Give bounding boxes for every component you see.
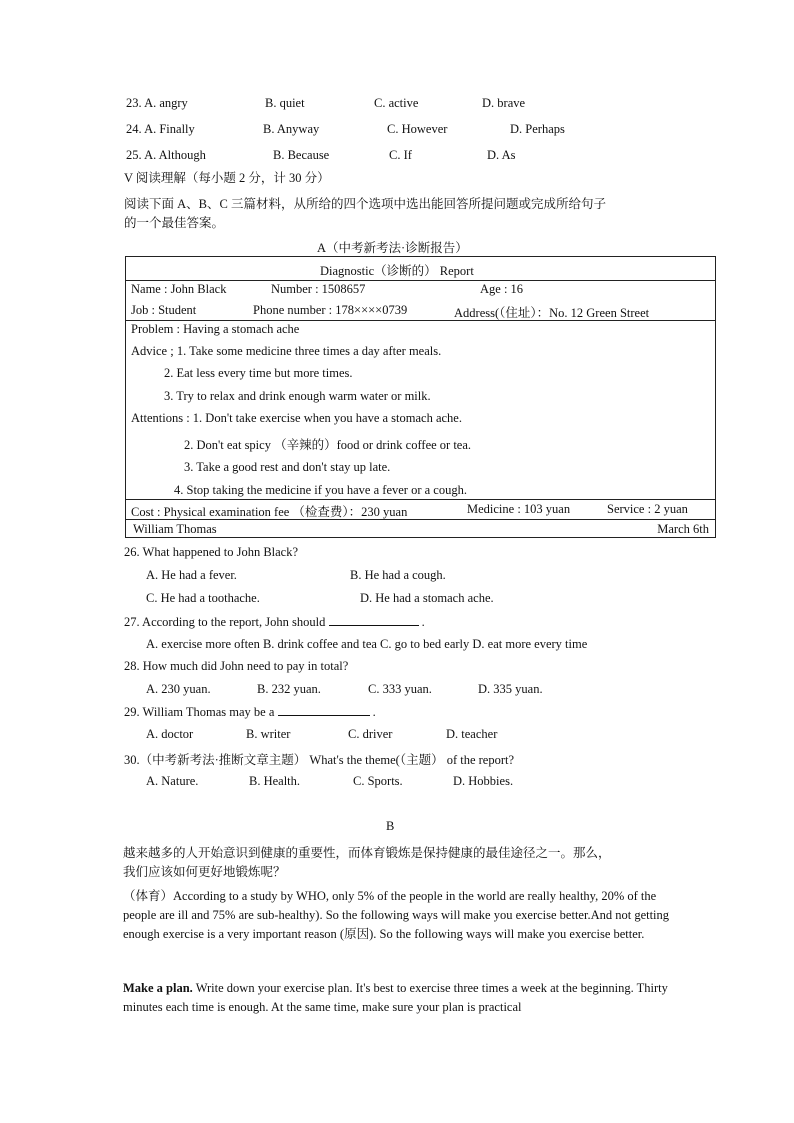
passage-b-paragraph: [123, 979, 675, 1017]
answer-option: A. Nature.: [146, 774, 199, 788]
table-divider: [126, 499, 715, 500]
cloze-question-23: [126, 96, 188, 111]
cloze-option: B. Because: [273, 148, 330, 162]
question-stem-text: 27. According to the report, John should: [124, 615, 326, 629]
cloze-option: 24.: [126, 122, 142, 136]
question-stem: [124, 704, 376, 720]
cloze-option: A. Although: [144, 148, 206, 162]
answer-blank: [278, 704, 370, 716]
report-attention: 4. Stop taking the medicine if you have a fever or a cough.: [174, 483, 467, 497]
cloze-question-25: [126, 148, 206, 163]
question-stem-end: .: [421, 615, 425, 629]
cloze-question-24: [126, 122, 195, 137]
cloze-option: D. brave: [482, 96, 526, 110]
report-service: Service : 2 yuan: [607, 502, 688, 516]
report-advice: 2. Eat less every time but more times.: [164, 366, 353, 380]
report-cost: Cost : Physical examination fee （检查费）：230 yuan: [131, 505, 408, 519]
question-stem: [124, 614, 425, 630]
cloze-option: D. Perhaps: [510, 122, 565, 136]
report-name: Name : John Black: [131, 282, 227, 296]
answer-option: C. 333 yuan.: [368, 682, 432, 696]
answer-option: B. 232 yuan.: [257, 682, 321, 696]
question-stem-end: .: [372, 705, 376, 719]
passage-b-paragraph: （体育）According to a study by WHO, only 5% of the people in the world are really healthy, 20% of the people are ill and 75% are sub-healthy). So the following ways will make you exercise better.And not getting enough exercise is a very important reason (原因). So the following ways will make you exercise better.: [123, 889, 670, 941]
report-attention: 3. Take a good rest and don't stay up late.: [184, 460, 391, 474]
report-phone: Phone number : 178××××0739: [253, 303, 408, 317]
report-age: Age : 16: [480, 282, 524, 296]
table-divider: [126, 280, 715, 281]
answer-option: B. He had a cough.: [350, 568, 446, 582]
passage-b-heading: B: [386, 819, 395, 833]
report-number: Number : 1508657: [271, 282, 366, 296]
answer-option: C. He had a toothache.: [146, 591, 260, 605]
question-stem: 26. What happened to John Black?: [124, 545, 299, 559]
cloze-option: 23.: [126, 96, 142, 110]
report-advice: 3. Try to relax and drink enough warm water or milk.: [164, 389, 431, 403]
report-attention: 2. Don't eat spicy （辛辣的）food or drink coffee or tea.: [184, 438, 472, 452]
answer-option: D. Hobbies.: [453, 774, 514, 788]
report-medicine: Medicine : 103 yuan: [467, 502, 571, 516]
answer-option: D. He had a stomach ache.: [360, 591, 494, 605]
cloze-option: B. Anyway: [263, 122, 320, 136]
cloze-option: A. Finally: [144, 122, 195, 136]
question-stem: 30.（中考新考法·推断文章主题） What's the theme(（主题） of the report?: [124, 753, 515, 767]
section-instruction: 的一个最佳答案。: [124, 216, 225, 230]
question-stem-text: 29. William Thomas may be a: [124, 705, 275, 719]
passage-a-heading: A（中考新考法·诊断报告）: [317, 241, 468, 255]
passage-b-intro: 我们应该如何更好地锻炼呢？: [123, 865, 286, 879]
answer-option: D. teacher: [446, 727, 498, 741]
diagnostic-report-table: [125, 256, 716, 538]
report-title: Diagnostic（诊断的） Report: [320, 264, 474, 278]
report-attention: Attentions : 1. Don't take exercise when you have a stomach ache.: [131, 411, 462, 425]
answer-option: B. Health.: [249, 774, 301, 788]
answer-option: B. writer: [246, 727, 291, 741]
report-job: Job : Student: [131, 303, 197, 317]
answer-options-line: A. exercise more often B. drink coffee and tea C. go to bed early D. eat more every time: [146, 637, 588, 651]
report-address: Address(（住址）：No. 12 Green Street: [454, 306, 650, 320]
question-stem: 28. How much did John need to pay in total?: [124, 659, 349, 673]
report-advice: Advice ; 1. Take some medicine three times a day after meals.: [131, 344, 442, 358]
answer-option: C. driver: [348, 727, 393, 741]
answer-option: C. Sports.: [353, 774, 403, 788]
cloze-option: 25.: [126, 148, 142, 162]
passage-b-intro: 越来越多的人开始意识到健康的重要性，而体育锻炼是保持健康的最佳途径之一。那么，: [123, 846, 611, 860]
answer-option: A. 230 yuan.: [146, 682, 211, 696]
cloze-option: C. If: [389, 148, 412, 162]
report-date: March 6th: [657, 522, 709, 536]
cloze-option: C. However: [387, 122, 448, 136]
paragraph-heading: Make a plan.: [123, 981, 193, 995]
answer-option: A. doctor: [146, 727, 194, 741]
section-title: V 阅读理解（每小题 2 分，计 30 分）: [124, 171, 330, 185]
paragraph-text: Write down your exercise plan. It's best to exercise three times a week at the beginning. Thirty minutes each time is enough. At the same time, make sure your plan is practical: [123, 981, 668, 1014]
answer-option: A. He had a fever.: [146, 568, 237, 582]
answer-blank: [329, 614, 419, 626]
answer-option: D. 335 yuan.: [478, 682, 543, 696]
report-problem: Problem : Having a stomach ache: [131, 322, 300, 336]
cloze-option: D. As: [487, 148, 516, 162]
section-instruction: 阅读下面 A、B、C 三篇材料，从所给的四个选项中选出能回答所提问题或完成所给句子: [124, 197, 606, 211]
cloze-option: A. angry: [144, 96, 188, 110]
cloze-option: B. quiet: [265, 96, 305, 110]
report-doctor: William Thomas: [133, 522, 217, 536]
cloze-option: C. active: [374, 96, 419, 110]
